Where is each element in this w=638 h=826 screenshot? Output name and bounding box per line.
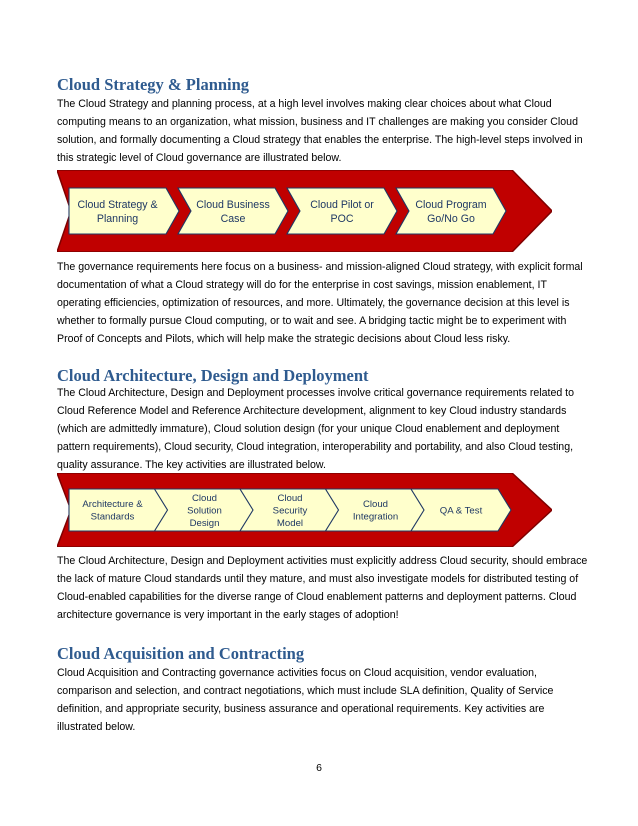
process-banner-strategy (57, 170, 552, 252)
process-step-label: Model (276, 517, 304, 529)
process-step-label: Cloud Business (196, 198, 270, 211)
process-banner-architecture (57, 473, 552, 547)
process-step-label: POC (330, 212, 354, 225)
process-step-label: Cloud Program (415, 198, 487, 211)
process-diagram-architecture (57, 473, 552, 547)
process-step-chevron (396, 188, 506, 234)
process-step-label: Cloud (362, 499, 389, 511)
section-heading-acquisition: Cloud Acquisition and Contracting (57, 644, 305, 663)
page-number: 6 (316, 762, 322, 774)
process-step-label: Integration (352, 511, 399, 523)
section-heading-strategy: Cloud Strategy & Planning (57, 75, 250, 94)
process-step-label: Case (220, 212, 246, 225)
process-diagram-strategy (57, 170, 552, 252)
section-intro-acquisition: Cloud Acquisition and Contracting governance activities focus on Cloud acquisition, vendor evaluation, comparison and selection, and contract negotiations, which must include SLA definition, Quality of Service definition, and appropriate security, business assurance and operational requirements. Key activities are illustrated below. (57, 667, 554, 733)
process-step-label: Security (272, 505, 308, 517)
section-followup-strategy: The governance requirements here focus on a business- and mission-aligned Cloud strategy, with explicit formal documentation of what a Cloud strategy will do for the enterprise in cost savings, mission enablement, IT operating efficiencies, optimization of resources, and more. Ultimately, the governance decision at this level is whether to formally pursue Cloud computing, or to wait and see. A bridging tactic might be to experiment with Proof of Concepts and Pilots, which will help make the strategic decisions about Cloud less risky. (57, 261, 583, 345)
process-step-label: Solution (187, 505, 222, 517)
process-step-label: QA & Test (439, 505, 483, 517)
process-step-chevron (287, 188, 397, 234)
process-step-label: Cloud (277, 492, 303, 504)
process-step-label: Go/No Go (427, 212, 475, 225)
process-step-label: Cloud Pilot or (310, 198, 374, 211)
process-step-chevron (69, 188, 179, 234)
process-step-label: Cloud (191, 492, 218, 504)
section-heading-architecture: Cloud Architecture, Design and Deployment (57, 366, 369, 385)
process-step-label: Architecture & (82, 499, 143, 511)
process-step-label: Cloud Strategy & (77, 198, 158, 211)
section-followup-architecture: The Cloud Architecture, Design and Deployment activities must explicitly address Cloud security, should embrace the lack of mature Cloud standards until they mature, and must also investigate models for distributed testing of Cloud-enabled capabilities for the diverse range of Cloud enablement patterns and deployment patterns. Cloud architecture governance is very important in the early stages of adoption! (57, 555, 588, 621)
process-step-chevron (178, 188, 288, 234)
process-step-label: Planning (96, 212, 139, 225)
process-step-label: Standards (90, 511, 135, 523)
process-step-label: Design (189, 517, 220, 529)
section-intro-architecture: The Cloud Architecture, Design and Deployment processes involve critical governance requirements related to Cloud Reference Model and Reference Architecture development, alignment to key Cloud industry standards (which are admittedly immature), Cloud solution design (for your unique Cloud enablement and deployment pattern requirements), Cloud security, Cloud integration, interoperability and portability, and also Cloud testing, quality assurance. The key activities are illustrated below. (57, 387, 575, 471)
section-intro-strategy: The Cloud Strategy and planning process, at a high level involves making clear choices about what Cloud computing means to an organization, what mission, business and IT challenges are making you consider Cloud solution, and formally documenting a Cloud strategy that enables the enterprise. The high-level steps involved in this strategic level of Cloud governance are illustrated below. (57, 98, 583, 164)
